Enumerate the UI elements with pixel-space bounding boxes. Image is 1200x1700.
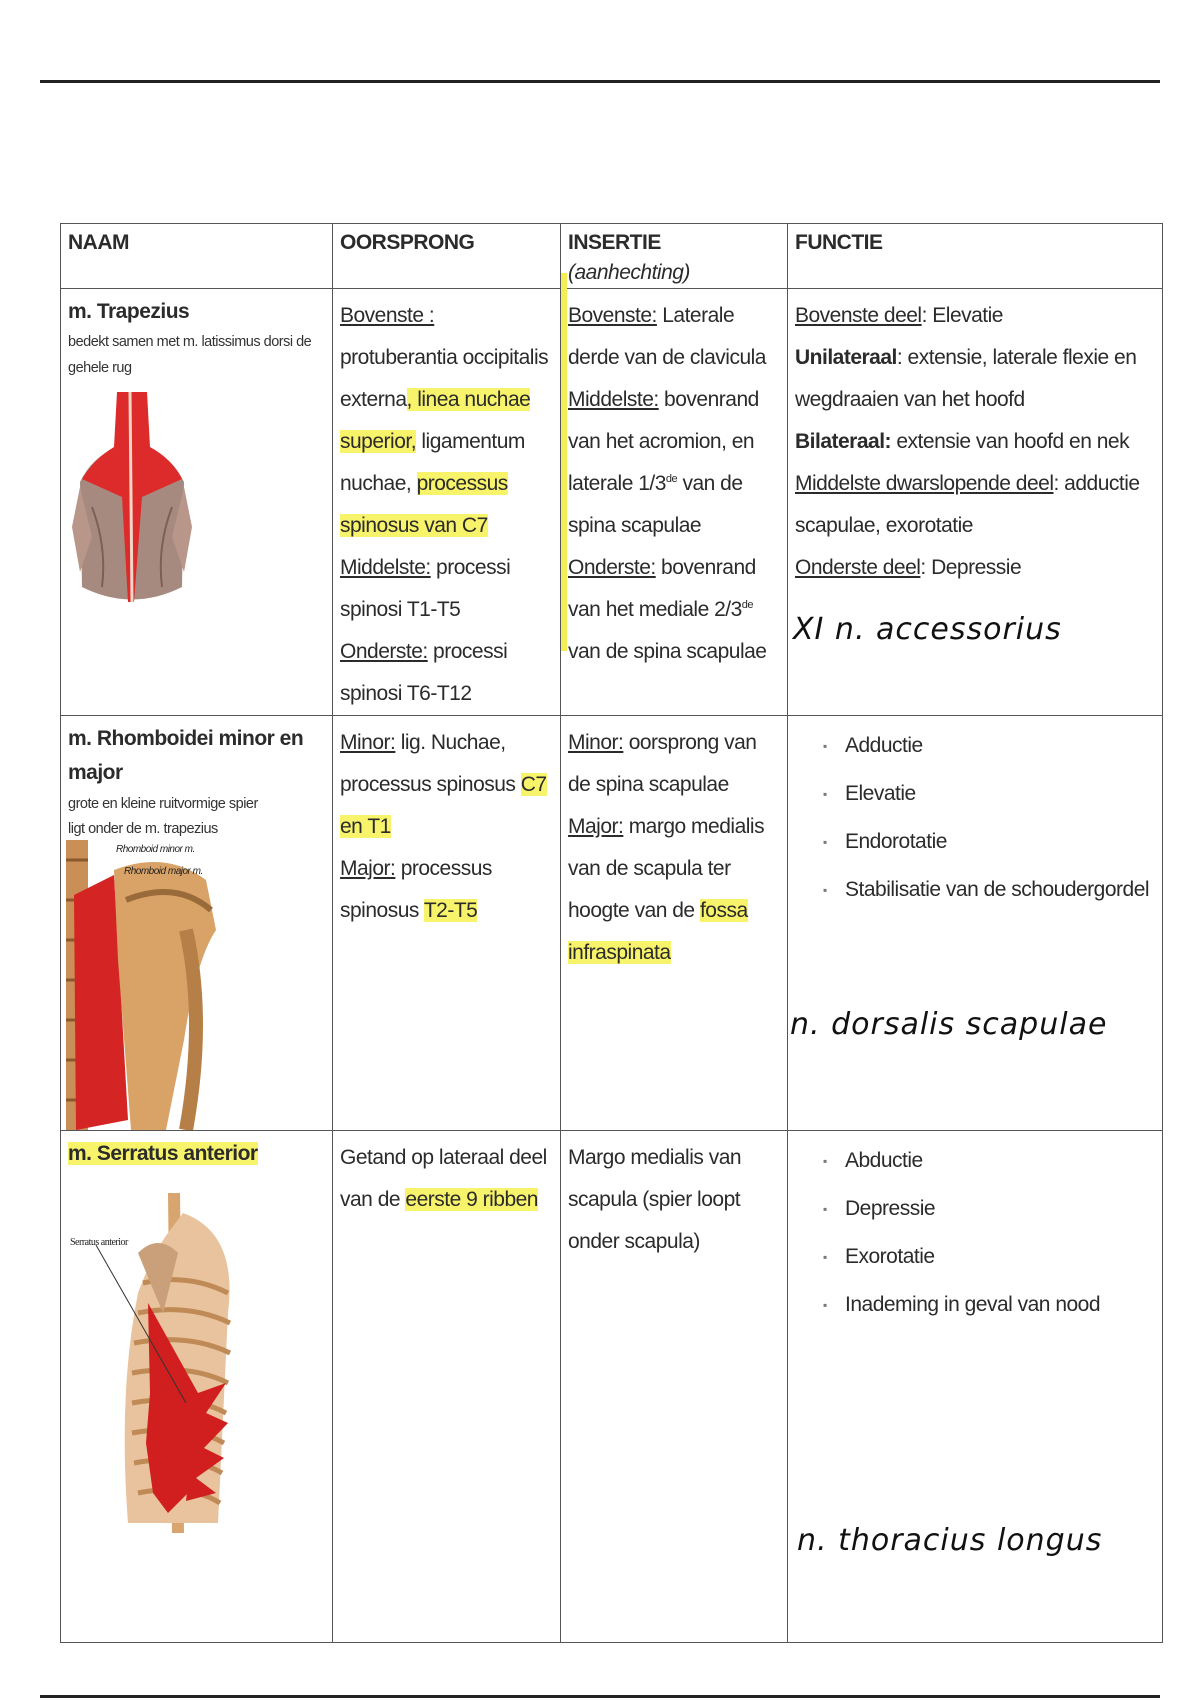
muscle-description: bedekt samen met m. latissimus dorsi de gehele rug [68,334,312,376]
muscle-description: ligt onder de m. trapezius [68,821,218,837]
trapezius-illustration [72,387,192,617]
header-functie: FUNCTIE [788,224,1163,289]
function-list [795,1137,1155,1329]
cell-naam [61,716,333,1131]
header-insertie-label: INSERTIE [568,231,661,254]
label-bovenste: Bovenste : [340,304,435,327]
text: : adductie scapulae, exorotatie [795,472,1140,537]
list-item: ▪ Exorotatie [823,1233,1155,1281]
highlight: T2-T5 [423,899,478,922]
text: : Depressie [920,556,1022,579]
label-bovenste: Bovenste: [568,304,657,327]
cell-insertie [561,716,788,1131]
text: Getand op lateraal deel van de [340,1146,547,1211]
list-item: ▪ Endorotatie [823,818,1155,866]
superscript: de [665,473,678,485]
list-item: ▪ Inademing in geval van nood [823,1281,1155,1329]
label-major: Major: [340,857,396,880]
label-onderste: Onderste: [340,640,428,663]
label-unilateraal: Unilateraal [795,346,897,369]
text: processus spinosus [340,857,492,922]
label-major: Major: [568,815,624,838]
label-middelste-deel: Middelste dwarslopende deel [795,472,1054,495]
cell-oorsprong [333,716,561,1131]
muscle-name [68,1137,325,1171]
cell-insertie [561,1131,788,1643]
cell-oorsprong [333,289,561,716]
label-onderste: Onderste: [568,556,656,579]
table-row [61,289,1163,716]
text: Laterale derde van de clavicula [568,304,766,369]
cell-functie [788,1131,1163,1643]
cell-insertie [561,289,788,716]
table-header-row [61,224,1163,289]
figure-label: Serratus anterior [70,1237,128,1248]
label-middelste: Middelste: [340,556,431,579]
header-oorsprong: OORSPRONG [333,224,561,289]
muscle-table [60,223,1163,1643]
text: Margo medialis van scapula (spier loopt onder scapula) [568,1146,742,1253]
header-insertie-sub: (aanhechting) [568,261,690,284]
text: bovenrand van het acromion, en laterale 1/3 [568,388,759,495]
top-rule [40,80,1160,83]
handwritten-nerve-note: n. thoracius longus [797,1523,1103,1558]
figure-label: Rhomboid major m. [124,866,203,877]
function-list [795,722,1155,914]
bottom-rule [40,1695,1160,1698]
list-item: ▪ Adductie [823,722,1155,770]
text: bovenrand van het mediale 2/3 [568,556,756,621]
muscle-description: grote en kleine ruitvormige spier [68,796,258,812]
highlight: fossa infraspinata [568,899,748,964]
text: processi spinosi T1-T5 [340,556,511,621]
label-onderste-deel: Onderste deel [795,556,921,579]
handwritten-nerve-note: XI n. accessorius [793,612,1062,647]
list-item: ▪ Elevatie [823,770,1155,818]
text: protuberantia occipitalis externa [340,346,549,411]
label-bilateraal: Bilateraal: [795,430,892,453]
rhomboid-illustration [66,840,216,1130]
header-naam: NAAM [61,224,333,289]
list-item: ▪ Abductie [823,1137,1155,1185]
label-bovenste-deel: Bovenste deel [795,304,922,327]
figure-label: Rhomboid minor m. [116,844,195,855]
serratus-figure [68,1193,248,1538]
rhomboid-figure [66,840,216,1130]
highlight: eerste 9 ribben [405,1188,538,1211]
text: van de spina scapulae [568,472,743,537]
highlight: , linea nuchae superior, [340,388,531,453]
text: oorsprong van de spina scapulae [568,731,757,796]
highlight: C7 en T1 [340,773,547,838]
highlight: processus spinosus van C7 [340,472,508,537]
cell-functie [788,289,1163,716]
table-row [61,716,1163,1131]
cell-oorsprong [333,1131,561,1643]
label-minor: Minor: [568,731,624,754]
cell-naam [61,289,333,716]
cell-naam [61,1131,333,1643]
table-row [61,1131,1163,1643]
superscript: de [741,599,754,611]
muscle-name: m. Trapezius [68,300,190,323]
text: ligamentum nuchae, [340,430,525,495]
header-insertie [561,224,788,289]
text: extensie van hoofd en nek [891,430,1130,453]
handwritten-nerve-note: n. dorsalis scapulae [790,1007,1108,1042]
text: : extensie, laterale flexie en wegdraaien van het hoofd [795,346,1137,411]
insertie-highlight-bar [561,273,567,651]
text: processi spinosi T6-T12 [340,640,508,705]
muscle-name: m. Rhomboidei minor en major [68,727,304,784]
list-item: ▪ Stabilisatie van de schoudergordel [823,866,1155,914]
cell-functie [788,716,1163,1131]
label-middelste: Middelste: [568,388,659,411]
list-item: ▪ Depressie [823,1185,1155,1233]
highlight: m. Serratus anterior [68,1142,258,1165]
text: : Elevatie [921,304,1003,327]
text: van de spina scapulae [568,640,767,663]
label-minor: Minor: [340,731,396,754]
text: margo medialis van de scapula ter hoogte van de [568,815,765,922]
text: lig. Nuchae, processus spinosus [340,731,521,796]
